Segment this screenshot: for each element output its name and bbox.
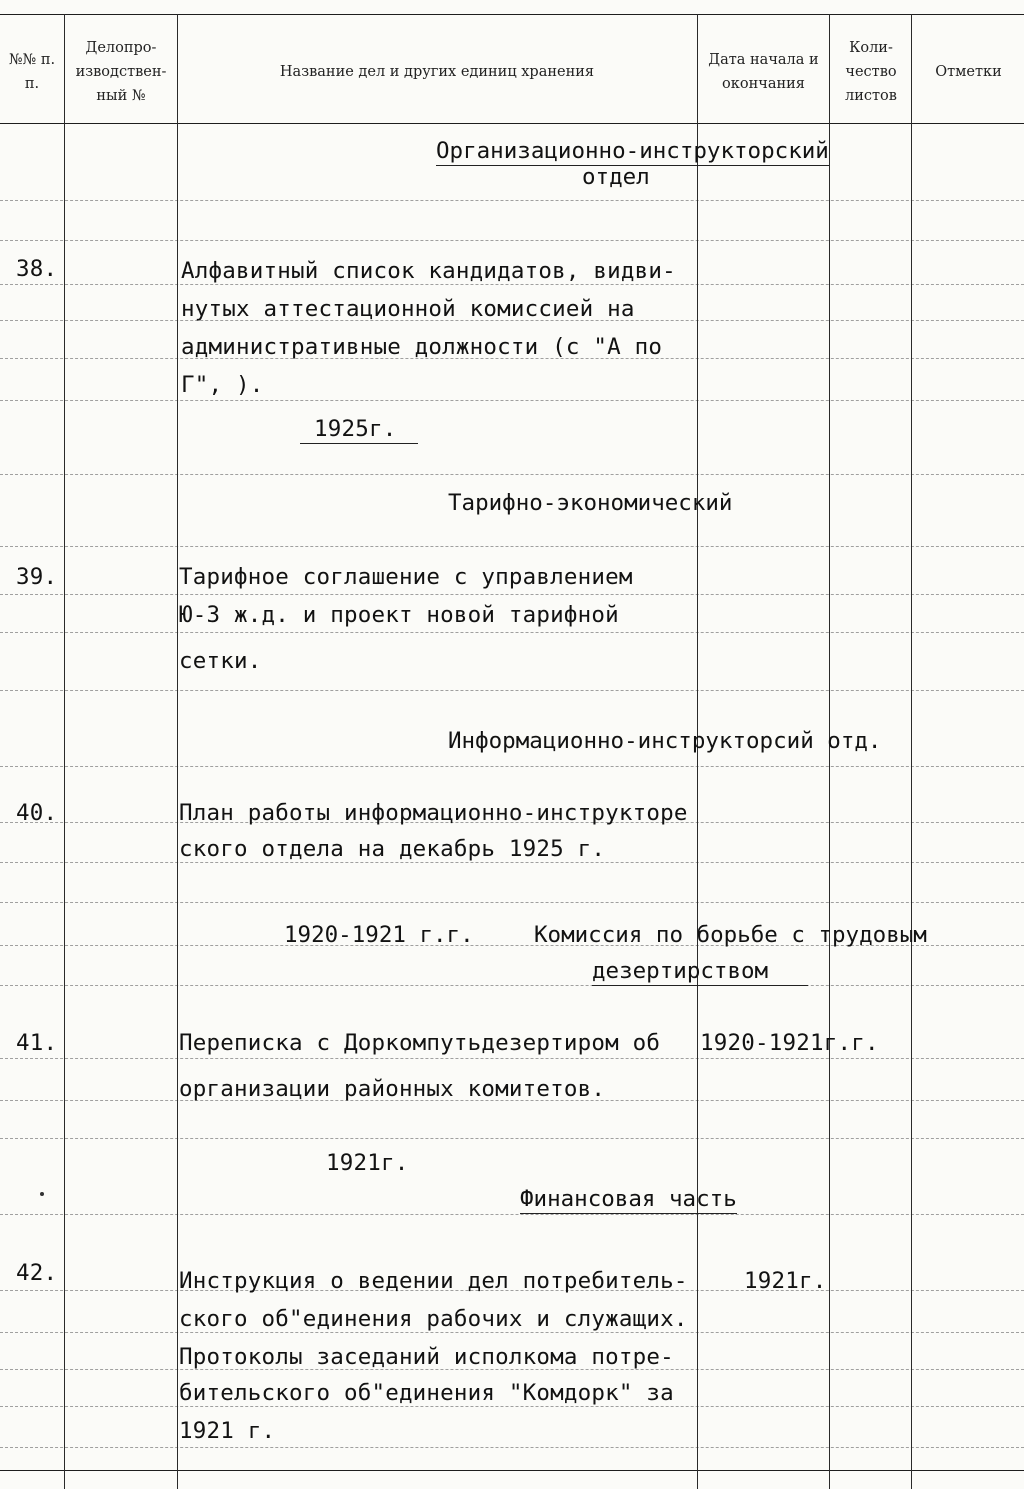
section-commission-title: Комиссия по борьбе с трудовым <box>534 922 927 948</box>
ruled-line <box>0 902 1024 903</box>
entry-38-line-2: нутых аттестационной комиссией на <box>181 296 635 322</box>
entry-42-line-5: 1921 г. <box>179 1418 276 1444</box>
ruled-line <box>0 690 1024 691</box>
ruled-line <box>0 474 1024 475</box>
entry-39-line-2: Ю-З ж.д. и проект новой тарифной <box>179 602 619 628</box>
header-bottom-border <box>0 123 1024 124</box>
entry-39-num: 39. <box>16 564 58 590</box>
section-tariff-title: Тарифно-экономический <box>448 490 733 516</box>
entry-41-num: 41. <box>16 1030 58 1056</box>
ruled-line <box>0 1406 1024 1407</box>
entry-40-line-1: План работы информационно-инструкторе <box>179 800 688 826</box>
ruled-line <box>0 766 1024 767</box>
ruled-line <box>0 1138 1024 1139</box>
header-num: №№ п. п. <box>8 52 56 92</box>
entry-38-num: 38. <box>16 256 58 282</box>
top-border <box>0 14 1024 15</box>
entry-41-date: 1920-1921г.г. <box>700 1030 879 1056</box>
section-org-instr-title-cont: отдел <box>582 164 650 190</box>
section-finance-year: 1921г. <box>326 1150 409 1176</box>
entry-42-line-1: Инструкция о ведении дел потребитель- <box>179 1268 688 1294</box>
header-dates: Дата начала и окончания <box>708 52 819 92</box>
entry-42-line-3: Протоколы заседаний исполкома потре- <box>179 1344 674 1370</box>
ruled-line <box>0 1470 1024 1471</box>
header-sheets: Коли- чество листов <box>845 40 897 104</box>
ruled-line <box>0 1447 1024 1448</box>
section-commission-title-cont: дезертирством <box>592 958 808 986</box>
entry-41-line-2: организации районных комитетов. <box>179 1076 606 1102</box>
entry-38-line-4: Г", ). <box>181 372 264 398</box>
ruled-line <box>0 400 1024 401</box>
ruled-line <box>0 546 1024 547</box>
ruled-line <box>0 985 1024 986</box>
entry-38-year: 1925г. <box>300 416 418 444</box>
entry-38-line-3: административные должности (с "А по <box>181 334 663 360</box>
ruled-line <box>0 862 1024 863</box>
entry-39-line-3: сетки. <box>179 648 262 674</box>
section-finance-title: Финансовая часть <box>520 1186 737 1212</box>
ruled-line <box>0 200 1024 201</box>
ruled-line <box>0 1214 1024 1215</box>
ruled-line <box>0 284 1024 285</box>
column-divider <box>64 14 65 1489</box>
ruled-line <box>0 594 1024 595</box>
entry-42-line-2: ского об"единения рабочих и служащих. <box>179 1306 688 1332</box>
section-org-instr-title: Организационно-инструкторский <box>436 138 829 164</box>
entry-40-num: 40. <box>16 800 58 826</box>
entry-40-line-2: ского отдела на декабрь 1925 г. <box>179 836 606 862</box>
ruled-line <box>0 240 1024 241</box>
entry-38-line-1: Алфавитный список кандидатов, видви- <box>181 258 676 284</box>
entry-41-line-1: Переписка с Доркомпутьдезертиром об <box>179 1030 661 1056</box>
section-info-title: Информационно-инструкторсий отд. <box>448 728 882 754</box>
entry-42-line-4: бительского об"единения "Комдорк" за <box>179 1380 674 1406</box>
column-divider <box>177 14 178 1489</box>
section-commission-years: 1920-1921 г.г. <box>284 922 474 948</box>
entry-39-line-1: Тарифное соглашение с управлением <box>179 564 633 590</box>
header-title: Название дел и других единиц хранения <box>279 64 595 80</box>
ink-dot <box>40 1192 44 1196</box>
ruled-line <box>0 632 1024 633</box>
header-notes: Отметки <box>935 64 1002 80</box>
entry-42-num: 42. <box>16 1260 58 1286</box>
header-office-num: Делопро- изводствен- ный № <box>75 40 167 104</box>
ruled-line <box>0 1058 1024 1059</box>
ruled-line <box>0 1332 1024 1333</box>
entry-42-date: 1921г. <box>744 1268 827 1294</box>
column-divider <box>911 14 912 1489</box>
